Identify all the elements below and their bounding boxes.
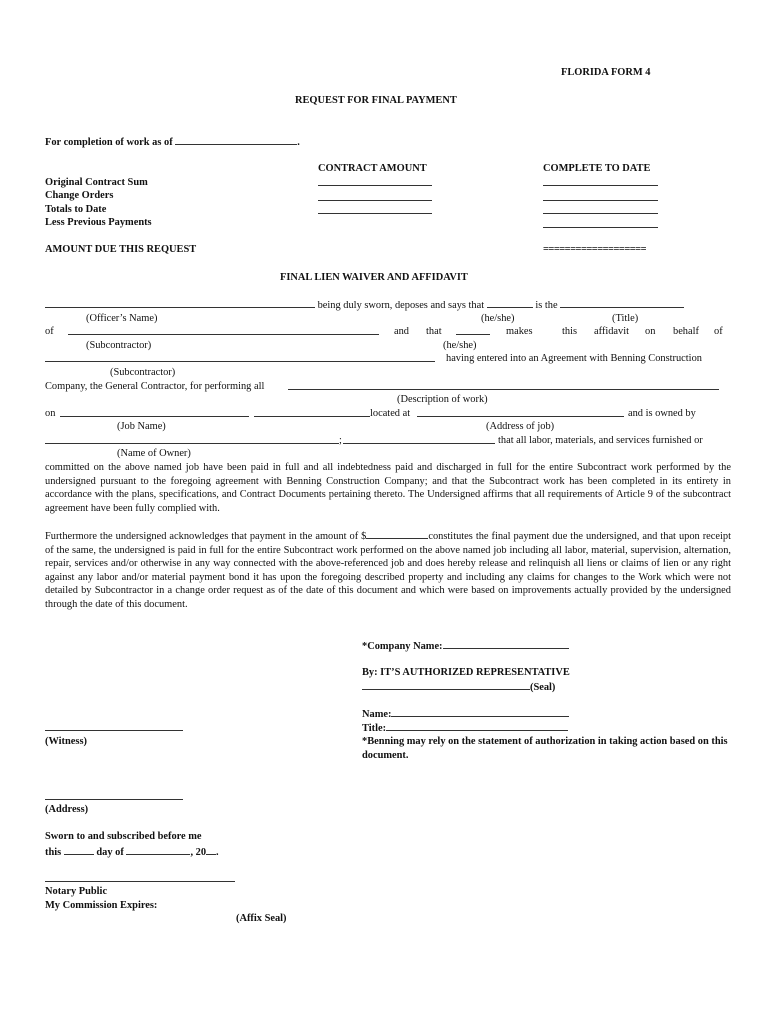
paragraph-2-rest: constitutes the final payment due the undersigned, and that upon receipt of the same, the undersigned is paid in full for the entire Subcontract work performed on the above named job including all labor, material, supervision, alternation, repair, services and/or otherwise in any way connected with the above-referenced job and does hereby release and relinquish all liens or claims of lien or any right against any labor and/or material payment bond it has upon the foregoing described property and including any claims for changes to the Work which were not detailed by Subcontractor in a change order request as of the date of this document and which were based on improvements actually provided by the undersigned through the date of this document. bbox=[45, 531, 731, 610]
notary-day-field[interactable] bbox=[64, 845, 94, 855]
sworn-text: being duly sworn, deposes and says that bbox=[317, 300, 485, 311]
row-change-orders: Change Orders bbox=[45, 190, 114, 201]
witness-field[interactable] bbox=[45, 721, 183, 731]
makes-text: makes bbox=[506, 326, 533, 337]
description-caption: (Description of work) bbox=[397, 394, 488, 405]
subcontractor-field-2[interactable] bbox=[45, 352, 435, 362]
waiver-title: FINAL LIEN WAIVER AND AFFIDAVIT bbox=[280, 272, 468, 283]
he-she-field-2[interactable] bbox=[456, 325, 490, 335]
completion-prefix: For completion of work as of bbox=[45, 137, 173, 148]
owned-by-text: and is owned by bbox=[628, 408, 696, 419]
subcontractor-caption-2: (Subcontractor) bbox=[110, 367, 176, 378]
address-field[interactable] bbox=[45, 790, 183, 800]
complete-previous-payments-field[interactable] bbox=[543, 218, 658, 228]
notary-month-field[interactable] bbox=[126, 845, 190, 855]
this-text: this bbox=[562, 326, 578, 337]
he-she-caption-2: (he/she) bbox=[443, 340, 477, 351]
paragraph-1: committed on the above named job have been paid in full and all indebtedness paid and discharged in full for the entire Subcontract work performed by the undersigned pursuant to the foregoing agreement with Benning Construction Company; and that the Subcontract work has been completed in its entirety in accordance with the plans, specifications, and Contract Documents pertaining thereto. The Undersigned affirms that all requirements of Article 9 of the subcontract agreement have been fully complied with. bbox=[45, 462, 731, 514]
name-line bbox=[362, 707, 569, 722]
complete-to-date-header: COMPLETE TO DATE bbox=[543, 163, 651, 174]
page-title: REQUEST FOR FINAL PAYMENT bbox=[295, 95, 457, 106]
subcontractor-field[interactable] bbox=[68, 325, 379, 335]
is-the-text: is the bbox=[535, 300, 558, 311]
job-name-caption: (Job Name) bbox=[117, 421, 166, 432]
owner-name-field-2[interactable] bbox=[343, 434, 495, 444]
representative-signature-field[interactable] bbox=[362, 680, 530, 690]
paragraph-2 bbox=[45, 529, 731, 612]
address-label: (Address) bbox=[45, 804, 89, 815]
seal-label: (Seal) bbox=[530, 682, 556, 693]
name-field[interactable] bbox=[391, 707, 569, 717]
he-she-caption: (he/she) bbox=[481, 313, 515, 324]
row-less-previous-payments: Less Previous Payments bbox=[45, 217, 152, 228]
on-text-2: on bbox=[45, 408, 56, 419]
complete-totals-field[interactable] bbox=[543, 204, 658, 214]
that-text: that bbox=[426, 326, 442, 337]
semicolon: ; bbox=[339, 435, 342, 446]
affidavit-word: affidavit bbox=[594, 326, 630, 337]
notary-year-field[interactable] bbox=[206, 845, 216, 855]
seal-line bbox=[362, 680, 555, 695]
and-text: and bbox=[394, 326, 410, 337]
affix-seal-label: (Affix Seal) bbox=[236, 913, 287, 924]
witness-label: (Witness) bbox=[45, 736, 87, 747]
company-name-field[interactable] bbox=[443, 639, 569, 649]
owner-name-field[interactable] bbox=[45, 434, 339, 444]
labor-text: that all labor, materials, and services furnished or bbox=[498, 435, 703, 446]
title-label: Title: bbox=[362, 723, 387, 734]
completion-date-field[interactable] bbox=[175, 135, 297, 145]
job-address-field[interactable] bbox=[417, 407, 624, 417]
notary-year-suffix: . bbox=[216, 847, 219, 858]
job-name-field-2[interactable] bbox=[254, 407, 370, 417]
commission-label: My Commission Expires: bbox=[45, 900, 158, 911]
affidavit-line-1 bbox=[45, 298, 684, 313]
amount-due-label: AMOUNT DUE THIS REQUEST bbox=[45, 244, 197, 255]
sworn-label: Sworn to and subscribed before me bbox=[45, 831, 202, 842]
complete-change-orders-field[interactable] bbox=[543, 191, 658, 201]
paragraph-2-start: Furthermore the undersigned acknowledges that payment in the amount of $ bbox=[45, 531, 367, 542]
notary-date-line bbox=[45, 845, 219, 860]
notary-signature-field[interactable] bbox=[45, 872, 235, 882]
notary-day-of: day of bbox=[96, 847, 124, 858]
job-name-field[interactable] bbox=[60, 407, 249, 417]
notary-year-prefix: , 20 bbox=[190, 847, 207, 858]
amount-due-equals: =================== bbox=[543, 244, 646, 255]
name-owner-caption: (Name of Owner) bbox=[117, 448, 191, 459]
of-text: of bbox=[45, 326, 54, 337]
completion-line bbox=[45, 135, 300, 150]
company-text: Company, the General Contractor, for performing all bbox=[45, 381, 265, 392]
on-text: on bbox=[645, 326, 656, 337]
officer-name-field[interactable] bbox=[45, 298, 315, 308]
title-field[interactable] bbox=[560, 298, 684, 308]
address-job-caption: (Address of job) bbox=[486, 421, 555, 432]
he-she-field[interactable] bbox=[487, 298, 533, 308]
contract-original-field[interactable] bbox=[318, 176, 432, 186]
agreement-text: having entered into an Agreement with Benning Construction bbox=[446, 353, 702, 364]
title-caption: (Title) bbox=[612, 313, 639, 324]
signature-title-field[interactable] bbox=[386, 721, 568, 731]
row-original-contract-sum: Original Contract Sum bbox=[45, 177, 148, 188]
contract-totals-field[interactable] bbox=[318, 204, 432, 214]
complete-original-field[interactable] bbox=[543, 176, 658, 186]
name-label: Name: bbox=[362, 709, 392, 720]
notary-public-label: Notary Public bbox=[45, 886, 108, 897]
located-at-text: located at bbox=[370, 408, 411, 419]
subcontractor-caption: (Subcontractor) bbox=[86, 340, 152, 351]
notary-this: this bbox=[45, 847, 62, 858]
form-id: FLORIDA FORM 4 bbox=[561, 67, 651, 78]
authorized-rep-label: By: IT’S AUTHORIZED REPRESENTATIVE bbox=[362, 667, 570, 678]
contract-amount-header: CONTRACT AMOUNT bbox=[318, 163, 427, 174]
officers-name-caption: (Officer’s Name) bbox=[86, 313, 158, 324]
row-totals-to-date: Totals to Date bbox=[45, 204, 107, 215]
company-name-line bbox=[362, 639, 569, 654]
behalf-text: behalf bbox=[673, 326, 699, 337]
authorization-note: *Benning may rely on the statement of authorization in taking action based on this document. bbox=[362, 736, 728, 761]
completion-suffix: . bbox=[297, 137, 300, 148]
title-line bbox=[362, 721, 568, 736]
of-text-2: of bbox=[714, 326, 723, 337]
description-field[interactable] bbox=[288, 380, 719, 390]
company-name-label: *Company Name: bbox=[362, 641, 443, 652]
contract-change-orders-field[interactable] bbox=[318, 191, 432, 201]
payment-amount-field[interactable] bbox=[366, 529, 428, 539]
